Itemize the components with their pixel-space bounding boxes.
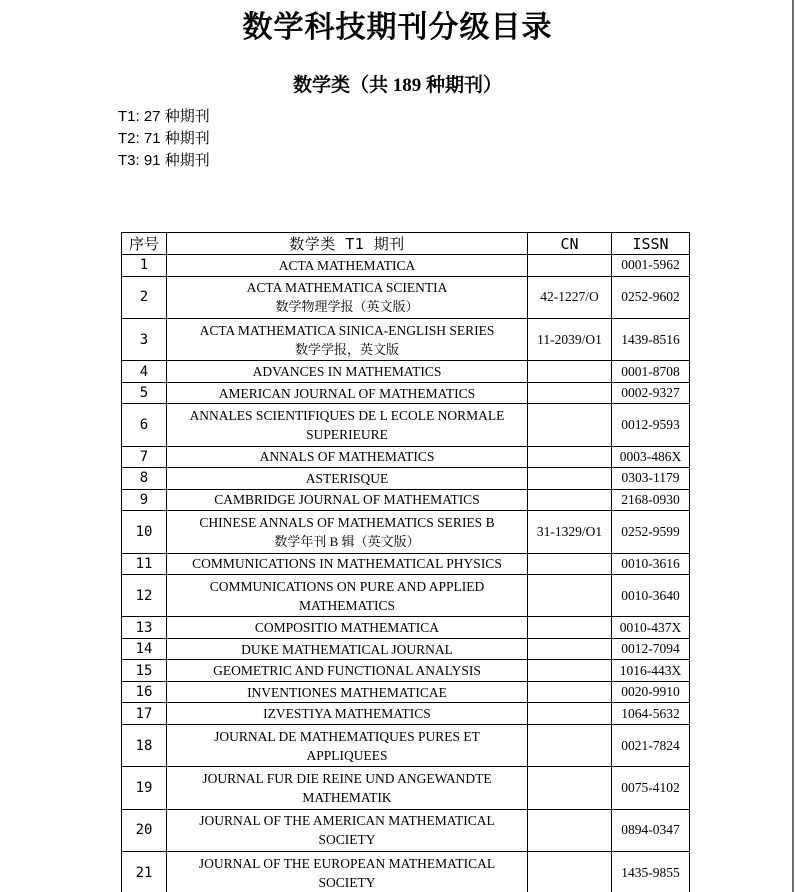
cell-journal-name [167, 852, 528, 892]
cell-issn: 0075-4102 [612, 767, 690, 809]
journal-name-line: 数学物理学报（英文版） [275, 299, 419, 315]
cell-issn: 0303-1179 [612, 468, 690, 490]
journal-name-line: MATHEMATICS [298, 597, 395, 613]
journals-table [121, 232, 690, 892]
cell-serial: 4 [122, 361, 167, 383]
cell-serial: 11 [122, 553, 167, 575]
cell-serial: 21 [122, 852, 167, 892]
cell-serial: 10 [122, 511, 167, 553]
table-row [122, 703, 690, 725]
table-row [122, 489, 690, 511]
journal-name-line: ADVANCES IN MATHEMATICS [252, 364, 442, 380]
journal-name-line: JOURNAL OF THE EUROPEAN MATHEMATICAL [198, 855, 496, 871]
cell-journal-name [167, 404, 528, 446]
header-cell-issn: ISSN [612, 233, 690, 255]
cell-cn [528, 681, 612, 703]
table-row [122, 468, 690, 490]
table-row [122, 660, 690, 682]
header-cell-serial: 序号 [122, 233, 167, 255]
cell-serial: 13 [122, 617, 167, 639]
cell-issn: 0252-9602 [612, 276, 690, 318]
cell-serial: 5 [122, 382, 167, 404]
cell-cn [528, 446, 612, 468]
table-row [122, 638, 690, 660]
cell-issn: 0001-5962 [612, 255, 690, 277]
journal-name-line: GEOMETRIC AND FUNCTIONAL ANALYSIS [213, 663, 481, 679]
cell-serial: 2 [122, 276, 167, 318]
cell-serial: 18 [122, 724, 167, 766]
cell-cn [528, 703, 612, 725]
cell-serial: 3 [122, 318, 167, 360]
journal-name-line: MATHEMATIK [302, 790, 392, 806]
cell-issn: 0001-8708 [612, 361, 690, 383]
table-row [122, 276, 690, 318]
table-row [122, 553, 690, 575]
page-title: 数学科技期刊分级目录 [242, 11, 553, 44]
cell-serial: 17 [122, 703, 167, 725]
cell-cn [528, 404, 612, 446]
cell-journal-name [167, 446, 528, 468]
journal-name-line: 数学年刊 B 辑（英文版） [274, 533, 420, 549]
cell-journal-name [167, 382, 528, 404]
cell-issn: 0012-9593 [612, 404, 690, 446]
cell-serial: 16 [122, 681, 167, 703]
journal-name-line: INVENTIONES MATHEMATICAE [247, 684, 447, 700]
cell-issn: 2168-0930 [612, 489, 690, 511]
cell-issn: 0894-0347 [612, 809, 690, 851]
header-cell-journal: 数学类 T1 期刊 [167, 233, 528, 255]
cell-issn: 1435-9855 [612, 852, 690, 892]
journal-name-line: CAMBRIDGE JOURNAL OF MATHEMATICS [214, 492, 480, 508]
cell-cn [528, 724, 612, 766]
table-row [122, 318, 690, 360]
tier-count-t3: T3: 91 种期刊 [118, 152, 210, 169]
section-title: 数学类（共 189 种期刊） [292, 75, 502, 96]
cell-serial: 7 [122, 446, 167, 468]
journal-name-line: IZVESTIYA MATHEMATICS [263, 706, 431, 722]
cell-serial: 9 [122, 489, 167, 511]
table-row [122, 382, 690, 404]
cell-cn [528, 468, 612, 490]
cell-cn [528, 638, 612, 660]
cell-journal-name [167, 575, 528, 617]
journal-name-line: ASTERISQUE [305, 470, 389, 486]
cell-cn [528, 852, 612, 892]
cell-cn [528, 809, 612, 851]
cell-issn: 0010-437X [612, 617, 690, 639]
cell-issn: 0012-7094 [612, 638, 690, 660]
cell-journal-name [167, 617, 528, 639]
journal-name-line: SOCIETY [318, 832, 376, 848]
cell-cn [528, 489, 612, 511]
tier-count-t2: T2: 71 种期刊 [118, 130, 210, 147]
cell-issn: 0010-3616 [612, 553, 690, 575]
cell-issn: 0021-7824 [612, 724, 690, 766]
journal-name-line: AMERICAN JOURNAL OF MATHEMATICS [218, 385, 476, 401]
table-row [122, 511, 690, 553]
cell-journal-name [167, 361, 528, 383]
cell-issn: 0010-3640 [612, 575, 690, 617]
cell-serial: 1 [122, 255, 167, 277]
table-row [122, 404, 690, 446]
cell-journal-name [167, 553, 528, 575]
table-row [122, 809, 690, 851]
cell-issn: 0020-9910 [612, 681, 690, 703]
journal-name-line: JOURNAL DE MATHEMATIQUES PURES ET [214, 728, 480, 744]
cell-journal-name [167, 724, 528, 766]
table-row [122, 255, 690, 277]
journal-name-line: SOCIETY [318, 874, 376, 890]
cell-cn [528, 617, 612, 639]
cell-journal-name [167, 318, 528, 360]
table-row [122, 446, 690, 468]
cell-cn [528, 767, 612, 809]
cell-serial: 6 [122, 404, 167, 446]
cell-journal-name [167, 767, 528, 809]
cell-journal-name [167, 489, 528, 511]
table-row [122, 767, 690, 809]
table-header-row [122, 233, 690, 255]
cell-issn: 1016-443X [612, 660, 690, 682]
cell-journal-name [167, 703, 528, 725]
header-cell-cn: CN [528, 233, 612, 255]
cell-cn [528, 575, 612, 617]
cell-cn: 11-2039/O1 [528, 318, 612, 360]
cell-journal-name [167, 511, 528, 553]
journal-name-line: ACTA MATHEMATICA SINICA-ENGLISH SERIES [199, 322, 495, 338]
journal-name-line: 数学学报，英文版 [294, 341, 399, 357]
journal-name-line: ANNALES SCIENTIFIQUES DE L ECOLE NORMALE [189, 407, 505, 423]
table-row [122, 681, 690, 703]
cell-cn [528, 255, 612, 277]
journal-name-line: ACTA MATHEMATICA SCIENTIA [246, 280, 448, 296]
cell-journal-name [167, 809, 528, 851]
cell-journal-name [167, 276, 528, 318]
journal-table-body [122, 255, 690, 892]
cell-issn: 0252-9599 [612, 511, 690, 553]
cell-serial: 14 [122, 638, 167, 660]
cell-serial: 8 [122, 468, 167, 490]
table-row [122, 617, 690, 639]
journal-name-line: JOURNAL FUR DIE REINE UND ANGEWANDTE [202, 771, 492, 787]
table-row [122, 361, 690, 383]
table-row [122, 852, 690, 892]
cell-journal-name [167, 255, 528, 277]
cell-journal-name [167, 468, 528, 490]
journal-name-line: CHINESE ANNALS OF MATHEMATICS SERIES B [199, 514, 495, 530]
journal-name-line: SUPERIEURE [306, 426, 388, 442]
table-row [122, 575, 690, 617]
journal-name-line: COMMUNICATIONS ON PURE AND APPLIED [209, 578, 485, 594]
journal-name-line: COMPOSITIO MATHEMATICA [254, 620, 440, 636]
cell-cn [528, 660, 612, 682]
page-edge-line [792, 0, 794, 892]
journal-name-line: ANNALS OF MATHEMATICS [259, 449, 435, 465]
journal-name-line: APPLIQUEES [306, 747, 388, 763]
table-row [122, 724, 690, 766]
journal-name-line: ACTA MATHEMATICA [278, 257, 416, 273]
cell-issn: 0002-9327 [612, 382, 690, 404]
cell-cn: 42-1227/O [528, 276, 612, 318]
cell-cn [528, 361, 612, 383]
cell-journal-name [167, 660, 528, 682]
cell-serial: 19 [122, 767, 167, 809]
cell-journal-name [167, 681, 528, 703]
cell-serial: 15 [122, 660, 167, 682]
cell-journal-name [167, 638, 528, 660]
cell-serial: 12 [122, 575, 167, 617]
cell-cn [528, 382, 612, 404]
journal-name-line: JOURNAL OF THE AMERICAN MATHEMATICAL [199, 813, 495, 829]
cell-issn: 0003-486X [612, 446, 690, 468]
cell-issn: 1439-8516 [612, 318, 690, 360]
journal-name-line: DUKE MATHEMATICAL JOURNAL [241, 641, 453, 657]
cell-cn: 31-1329/O1 [528, 511, 612, 553]
cell-serial: 20 [122, 809, 167, 851]
tier-count-t1: T1: 27 种期刊 [118, 108, 210, 125]
cell-issn: 1064-5632 [612, 703, 690, 725]
journal-name-line: COMMUNICATIONS IN MATHEMATICAL PHYSICS [192, 556, 502, 572]
tier-count-list [118, 106, 210, 172]
cell-cn [528, 553, 612, 575]
